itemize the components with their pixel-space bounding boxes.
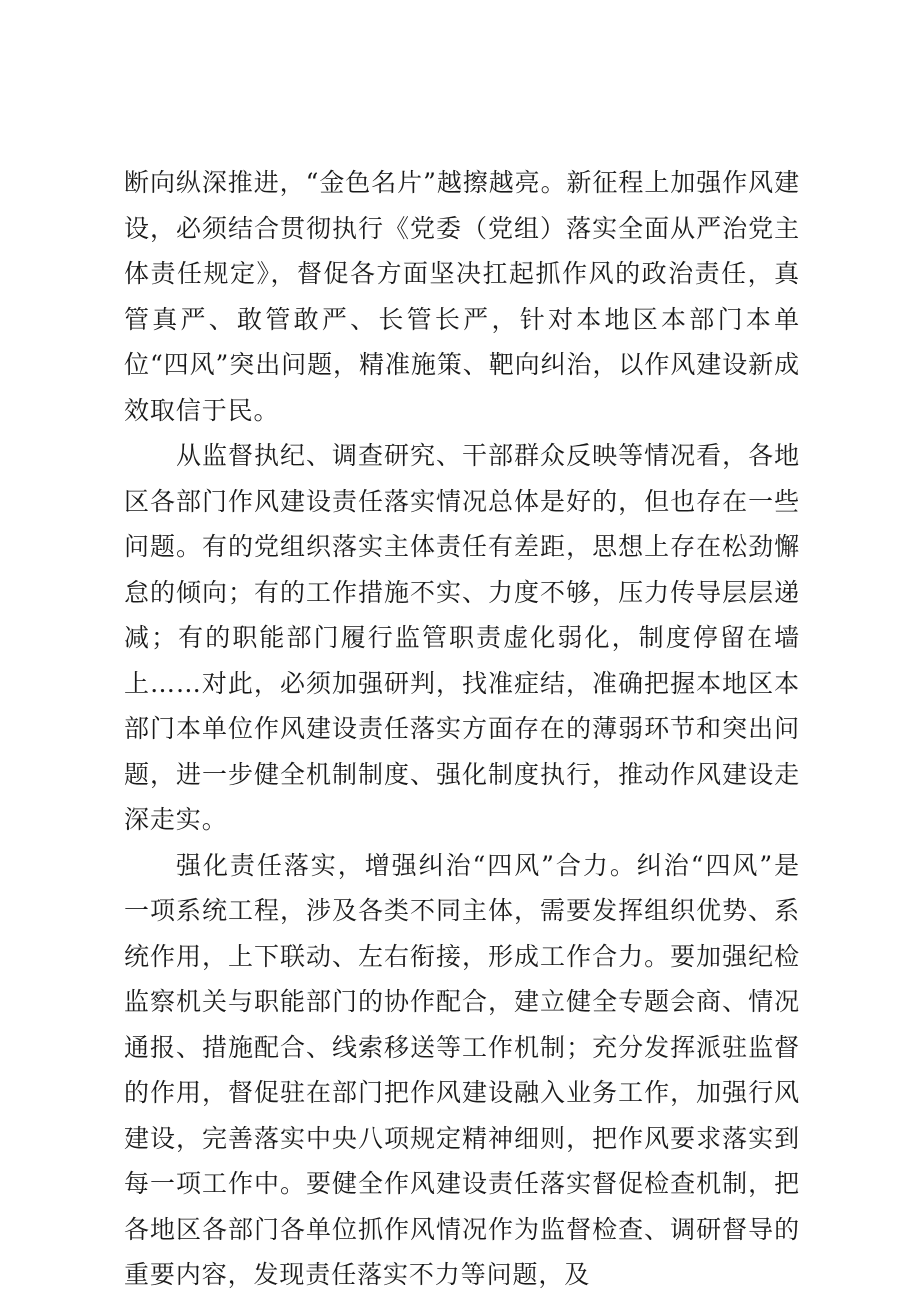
paragraph-3: 强化责任落实，增强纠治“四风”合力。纠治“四风”是一项系统工程，涉及各类不同主体，需要发挥组织优势、系统作用，上下联动、左右衔接，形成工作合力。要加强纪检监察机关与职能部门的协作配合，建立健全专题会商、情况通报、措施配合、线索移送等工作机制；充分发挥派驻监督的作用，督促驻在部门把作风建设融入业务工作，加强行风建设，完善落实中央八项规定精神细则，把作风要求落实到每一项工作中。要健全作风建设责任落实督促检查机制，把各地区各部门各单位抓作风情况作为监督检查、调研督导的重要内容，发现责任落实不力等问题，及 (124, 850, 800, 1289)
paragraph-2: 从监督执纪、调查研究、干部群众反映等情况看，各地区各部门作风建设责任落实情况总体是好的，但也存在一些问题。有的党组织落实主体责任有差距，思想上存在松劲懈怠的倾向；有的工作措施不实、力度不够，压力传导层层递减；有的职能部门履行监管职责虚化弱化，制度停留在墙上……对此，必须加强研判，找准症结，准确把握本地区本部门本单位作风建设责任落实方面存在的薄弱环节和突出问题，进一步健全机制制度、强化制度执行，推动作风建设走深走实。 (124, 441, 800, 834)
document-body (124, 160, 800, 1298)
paragraph-1: 断向纵深推进，“金色名片”越擦越亮。新征程上加强作风建设，必须结合贯彻执行《党委（党组）落实全面从严治党主体责任规定》，督促各方面坚决扛起抓作风的政治责任，真管真严、敢管敢严、长管长严，针对本地区本部门本单位“四风”突出问题，精准施策、靶向纠治，以作风建设新成效取信于民。 (124, 168, 800, 425)
